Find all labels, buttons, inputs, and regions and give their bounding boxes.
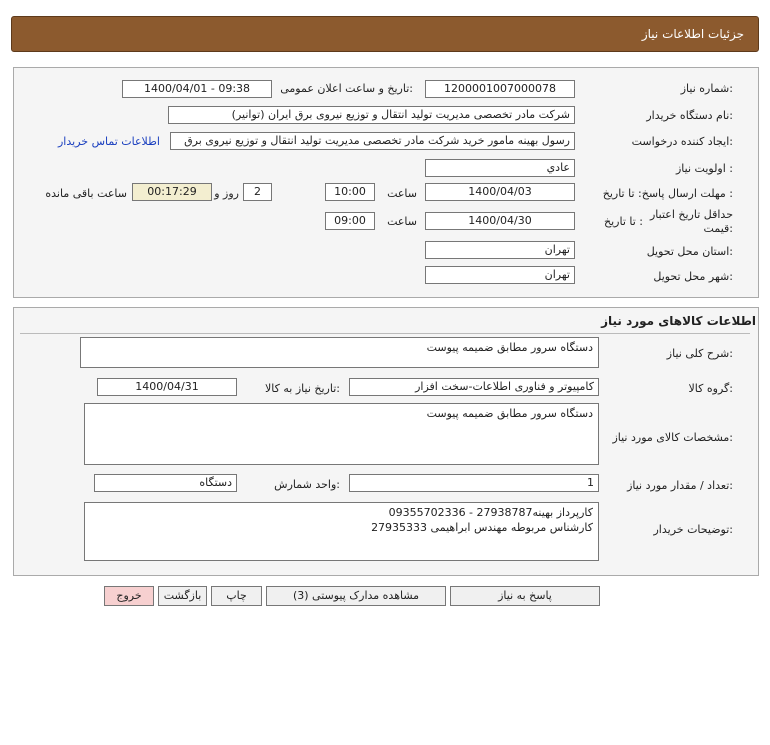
- buyer-notes-line-1: کارپرداز بهینه27938787 - 09355702336: [388, 506, 593, 519]
- buyer-notes-field: [84, 502, 599, 561]
- general-desc-label: شرح کلی نیاز:: [666, 347, 733, 360]
- remaining-time-field: 00:17:29: [132, 183, 212, 201]
- back-button[interactable]: بازگشت: [158, 586, 207, 606]
- qty-label: تعداد / مقدار مورد نیاز:: [627, 479, 733, 492]
- requester-label: ایجاد کننده درخواست:: [631, 135, 733, 148]
- priority-label: اولویت نیاز :: [675, 162, 733, 175]
- goods-group-label: گروه کالا:: [688, 382, 733, 395]
- general-desc-field: دستگاه سرور مطابق ضمیمه پیوست: [80, 337, 599, 368]
- need-number-field: 1200001007000078: [425, 80, 575, 98]
- buyer-contact-link[interactable]: اطلاعات تماس خریدار: [58, 135, 160, 148]
- unit-field: دستگاه: [94, 474, 237, 492]
- validity-to-label: تا تاریخ :: [604, 215, 643, 228]
- validity-time-field: 09:00: [325, 212, 375, 230]
- deadline-time-label: ساعت: [387, 187, 417, 200]
- specs-label: مشخصات کالای مورد نیاز:: [612, 431, 733, 444]
- goods-section-title: اطلاعات کالاهای مورد نیاز: [601, 314, 756, 328]
- section-divider: [20, 333, 750, 334]
- need-number-label: شماره نیاز:: [680, 82, 733, 95]
- city-field: تهران: [425, 266, 575, 284]
- buyer-org-label: نام دستگاه خریدار:: [646, 109, 733, 122]
- priority-field: عادي: [425, 159, 575, 177]
- buyer-notes-line-2: کارشناس مربوطه مهندس ابراهیمی 27935333: [371, 521, 593, 534]
- print-button[interactable]: چاپ: [211, 586, 262, 606]
- need-date-field: 1400/04/31: [97, 378, 237, 396]
- goods-group-field: کامپیوتر و فناوری اطلاعات-سخت افزار: [349, 378, 599, 396]
- validity-label: حداقل تاریخ اعتبار قیمت:: [649, 208, 733, 235]
- announce-label: تاریخ و ساعت اعلان عمومی:: [280, 82, 413, 95]
- announce-field: 1400/04/01 - 09:38: [122, 80, 272, 98]
- remaining-label: ساعت باقی مانده: [45, 187, 127, 200]
- deadline-time-field: 10:00: [325, 183, 375, 201]
- province-field: تهران: [425, 241, 575, 259]
- requester-field: رسول بهینه مامور خرید شرکت مادر تخصصی مدیریت تولید انتقال و توزیع نیروی برق: [170, 132, 575, 150]
- page-header: [11, 16, 759, 52]
- need-info-panel: [13, 67, 759, 298]
- days-label: روز و: [214, 187, 239, 200]
- page-title: جزئیات اطلاعات نیاز: [641, 27, 744, 41]
- buyer-org-field: شرکت مادر تخصصی مدیریت تولید انتقال و توزیع نیروی برق ایران (توانیر): [168, 106, 575, 124]
- need-date-label: تاریخ نیاز به کالا:: [265, 382, 340, 395]
- validity-date-field: 1400/04/30: [425, 212, 575, 230]
- buyer-notes-label: توضیحات خریدار:: [653, 523, 733, 536]
- deadline-date-field: 1400/04/03: [425, 183, 575, 201]
- city-label: شهر محل تحویل:: [653, 270, 733, 283]
- respond-button[interactable]: پاسخ به نیاز: [450, 586, 600, 606]
- validity-time-label: ساعت: [387, 215, 417, 228]
- deadline-label: مهلت ارسال پاسخ: تا تاریخ :: [602, 187, 733, 200]
- province-label: استان محل تحویل:: [646, 245, 733, 258]
- days-field: 2: [243, 183, 272, 201]
- specs-field: دستگاه سرور مطابق ضمیمه پیوست: [84, 403, 599, 465]
- view-attachments-button[interactable]: مشاهده مدارک پیوستی (3): [266, 586, 446, 606]
- qty-field: 1: [349, 474, 599, 492]
- exit-button[interactable]: خروج: [104, 586, 154, 606]
- unit-label: واحد شمارش:: [274, 478, 340, 491]
